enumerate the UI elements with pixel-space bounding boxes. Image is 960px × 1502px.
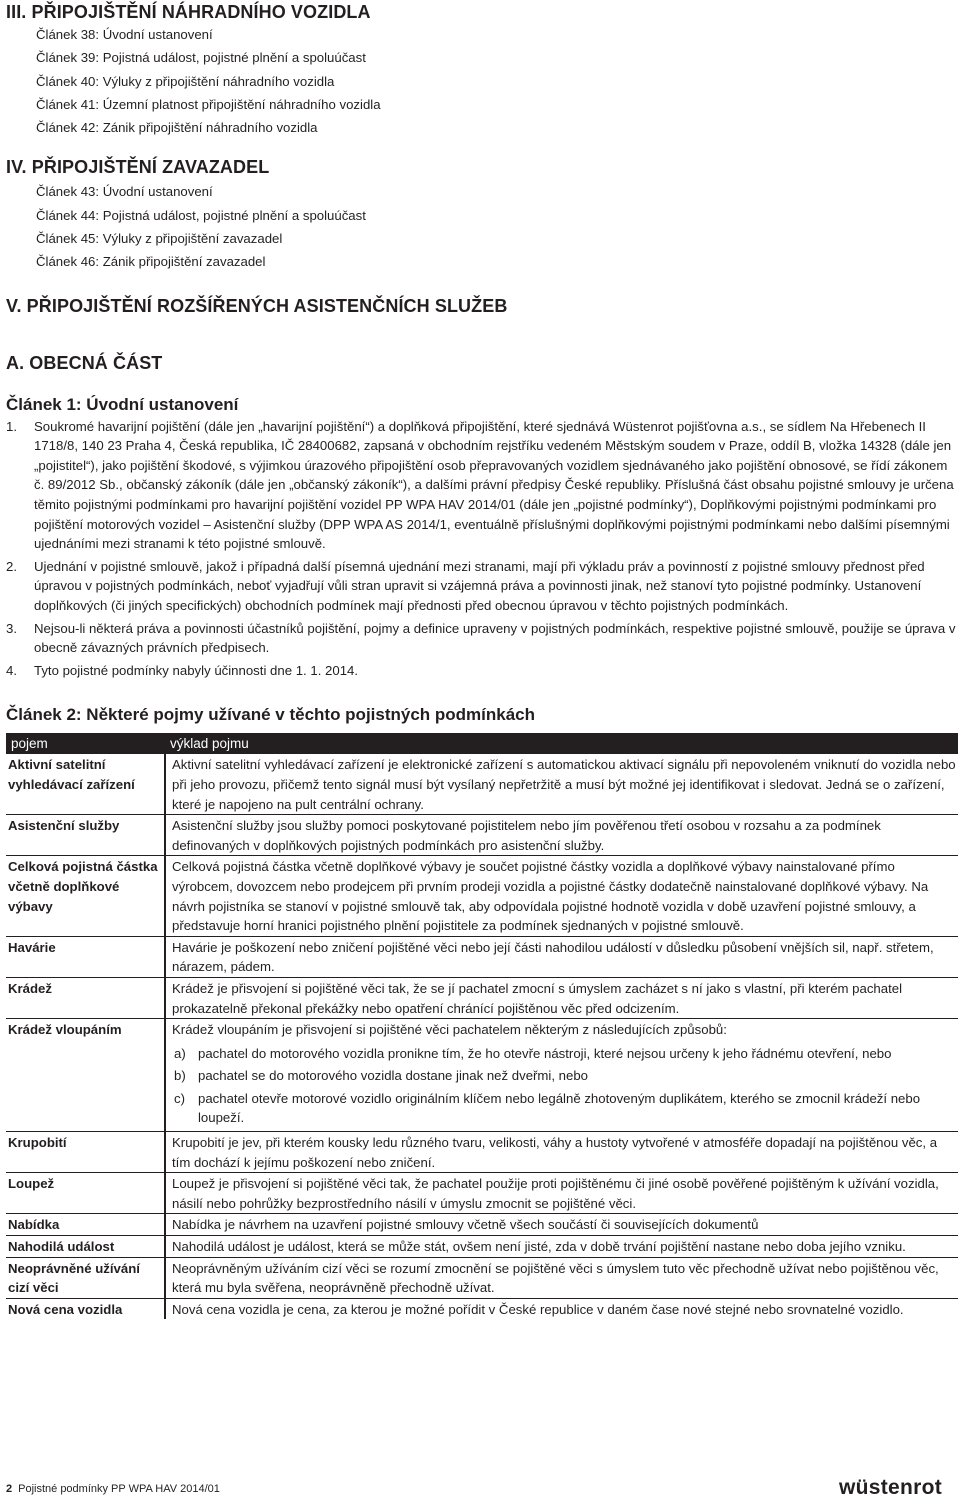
- definition-cell: [165, 1019, 958, 1132]
- toc-item: Článek 38: Úvodní ustanovení: [36, 27, 213, 42]
- article-1-list: [6, 417, 956, 681]
- definition-cell: Celková pojistná částka včetně doplňkové výbavy je součet pojistné částky vozidla a doplňkové výbavy nainstalované přímo výrobcem, dovozcem nebo prodejcem při prvním prodeji vozidla a pojistné částky dodatečně nainstalované doplňkové výbavy. Na návrh pojistníka se stanoví v pojistné smlouvě tak, aby odpovídala pojistné hodnotě vozidla v době uzavření pojistné smlouvy, a představuje horní hranici pojistného plnění pojistitele za podmínek sjednaných v pojistné smlouvě.: [165, 856, 958, 936]
- toc-item: Článek 45: Výluky z připojištění zavazadel: [36, 231, 283, 247]
- definition-cell: Havárie je poškození nebo zničení pojištěné věci nebo její části nahodilou událostí v důsledku působení vnějších sil, např. střetem, nárazem, pádem.: [165, 936, 958, 977]
- term-cell: Loupež: [6, 1173, 165, 1214]
- item-number: 2.: [6, 558, 17, 574]
- term-cell: Krádež vloupáním: [6, 1019, 165, 1132]
- article-title: Článek 1: Úvodní ustanovení: [6, 394, 239, 414]
- term-cell: Krádež: [6, 977, 165, 1018]
- toc-item: Článek 43: Úvodní ustanovení: [36, 184, 213, 200]
- item-number: 3.: [6, 620, 17, 636]
- definition-cell: Krupobití je jev, při kterém kousky ledu různého tvaru, velikosti, váhy a hustoty vytvořené v atmosféře dopadají na pojištěnou věc, a tím dochází k jejímu poškození nebo zničení.: [165, 1132, 958, 1173]
- table-row: [6, 856, 958, 936]
- definition-cell: Krádež je přisvojení si pojištěné věci tak, že se jí pachatel zmocní s úmyslem zacházet s ní jako s vlastní, při kterém pachatel prokazatelně překonal překážky nebo opatření chránící pojištěnou věc před odcizením.: [165, 977, 958, 1018]
- definition-cell: Neoprávněným užíváním cizí věci se rozumí zmocnění se pojištěné věci s úmyslem tuto věc přechodně užívat nebo pojištěnou věc, která mu byla svěřena, neoprávněně přechodně užívat.: [165, 1257, 958, 1298]
- sub-item-letter: b): [174, 1068, 186, 1084]
- article-title: Článek 2: Některé pojmy užívané v těchto pojistných podmínkách: [6, 705, 536, 725]
- section-title: V. PŘIPOJIŠTĚNÍ ROZŠÍŘENÝCH ASISTENČNÍCH SLUŽEB: [6, 295, 508, 316]
- item-text: Ujednání v pojistné smlouvě, jakož i případná další písemná ujednání mezi stranami, mají při výkladu práv a povinností z pojistné smlouvy přednost před úpravou v pojistných podmínkách, neboť vyjadřují vůli stran upravit si vzájemná práva a povinnosti jinak, než stanoví tyto pojistné podmínky. Ustanovení doplňkových (či jiných specifických) obchodních podmínek mají přednosti před obecnou úpravou v těchto pojistných podmínkách.: [34, 558, 925, 614]
- section-title: III. PŘIPOJIŠTĚNÍ NÁHRADNÍHO VOZIDLA: [6, 2, 371, 22]
- sub-item-letter: c): [174, 1090, 185, 1106]
- table-header-row: [6, 733, 958, 754]
- item-text: Nejsou-li některá práva a povinnosti účastníků pojištění, pojmy a definice upraveny v pojistných podmínkách, respektive pojistné smlouvě, použije se úprava v obecně závazných právních předpisech.: [34, 620, 956, 656]
- footer-text: Pojistné podmínky PP WPA HAV 2014/01: [18, 1483, 220, 1495]
- page-footer: [6, 1482, 220, 1496]
- column-header-definition: výklad pojmu: [165, 733, 958, 754]
- list-item: [6, 619, 956, 658]
- table-row: [6, 1132, 958, 1173]
- section-title: A. OBECNÁ ČÁST: [6, 352, 163, 373]
- definition-cell: Nová cena vozidla je cena, za kterou je možné pořídit v České republice v daném čase nové stejné nebo srovnatelné vozidlo.: [165, 1298, 958, 1319]
- list-item: [6, 417, 956, 554]
- item-number: 1.: [6, 418, 17, 434]
- toc-item: Článek 44: Pojistná událost, pojistné plnění a spoluúčast: [36, 207, 366, 223]
- term-cell: Celková pojistná částka včetně doplňkové výbavy: [6, 856, 165, 936]
- sub-item-letter: a): [174, 1045, 186, 1061]
- term-cell: Nová cena vozidla: [6, 1298, 165, 1319]
- definition-cell: Nabídka je návrhem na uzavření pojistné smlouvy včetně všech součástí či souvisejících dokumentů: [165, 1214, 958, 1236]
- section-title: IV. PŘIPOJIŠTĚNÍ ZAVAZADEL: [6, 157, 270, 178]
- toc-item: Článek 39: Pojistná událost, pojistné plnění a spoluúčast: [36, 50, 366, 66]
- table-row: [6, 936, 958, 977]
- document-page: [0, 1, 960, 1319]
- sub-item-text: pachatel se do motorového vozidla dostane jinak než dveřmi, nebo: [198, 1068, 589, 1084]
- toc-list: [36, 23, 956, 139]
- definition-cell: Asistenční služby jsou služby pomoci poskytované pojistitelem nebo jím pověřenou třetí osobou v rozsahu a za podmínek definovaných v doplňkových pojistných podmínkách pro asistenční služby.: [165, 815, 958, 856]
- sub-item-text: pachatel otevře motorové vozidlo originálním klíčem nebo legálně zhotoveným duplikátem, kterého se zmocnil krádeží nebo loupeží.: [198, 1090, 921, 1126]
- table-row: [6, 1019, 958, 1132]
- table-row: [6, 1257, 958, 1298]
- table-row: [6, 754, 958, 814]
- column-header-term: pojem: [6, 733, 165, 754]
- term-cell: Asistenční služby: [6, 815, 165, 856]
- table-row: [6, 977, 958, 1018]
- sub-item-text: pachatel do motorového vozidla pronikne tím, že ho otevře nástroji, které nejsou určeny k jeho řádnému otevření, nebo: [198, 1045, 892, 1061]
- toc-item: Článek 40: Výluky z připojištění náhradního vozidla: [36, 73, 335, 89]
- table-row: [6, 1298, 958, 1319]
- wustenrot-logo: wüstenrot: [838, 1476, 942, 1499]
- sub-list-item: [172, 1044, 958, 1064]
- term-cell: Aktivní satelitní vyhledávací zařízení: [8, 757, 135, 792]
- item-text: Tyto pojistné podmínky nabyly účinnosti dne 1. 1. 2014.: [34, 662, 359, 678]
- table-row: [6, 1173, 958, 1214]
- list-item: [6, 557, 956, 616]
- term-cell: Krupobití: [6, 1132, 165, 1173]
- term-cell: Nabídka: [6, 1214, 165, 1236]
- sub-list-item: [172, 1066, 958, 1086]
- definition-cell: Aktivní satelitní vyhledávací zařízení je elektronické zařízení s automatickou aktivací signálu při nepovoleném vniknutí do vozidla nebo při jeho provozu, přičemž tento signál musí být vysílaný nepřetržitě a musí být možné jej identifikovat i sledovat. Jedná se o zařízení, které je napojeno na pult centrální ochrany.: [165, 754, 958, 814]
- toc-list: [36, 180, 956, 273]
- term-cell: Havárie: [6, 936, 165, 977]
- toc-item: Článek 41: Územní platnost připojištění náhradního vozidla: [36, 96, 381, 112]
- sub-list: [172, 1044, 958, 1128]
- page-number: 2: [6, 1483, 13, 1495]
- toc-item: Článek 42: Zánik připojištění náhradního vozidla: [36, 120, 318, 136]
- term-cell: Nahodilá událost: [6, 1236, 165, 1258]
- toc-item: Článek 46: Zánik připojištění zavazadel: [36, 254, 266, 270]
- definitions-table: [6, 733, 958, 1319]
- definition-cell: Nahodilá událost je událost, která se může stát, ovšem není jisté, zda v době trvání pojištění nastane nebo doba jejího vzniku.: [165, 1236, 958, 1258]
- sub-list-item: [172, 1089, 958, 1128]
- table-row: [6, 815, 958, 856]
- definition-cell: Loupež je přisvojení si pojištěné věci tak, že pachatel použije proti pojištěnému či jiné osobě pověřené pojištěným k užívání vozidla, násilí nebo pohrůžky bezprostředního násilí v úmyslu zmocnit se pojištěné věci.: [165, 1173, 958, 1214]
- table-row: [6, 1214, 958, 1236]
- definition-text: Krádež vloupáním je přisvojení si pojištěné věci pachatelem některým z následujících způsobů:: [172, 1022, 727, 1038]
- item-text: Soukromé havarijní pojištění (dále jen „havarijní pojištění“) a doplňková připojištění, které sjednává Wüstenrot pojišťovna a.s., se sídlem Na Hřebenech II 1718/8, 140 23 Praha 4, Česká republika, IČ 28400682, zapsaná v obchodním rejstříku vedeném Městským soudem v Praze, oddíl B, vložka 14328 (dále jen „pojistitel“), jako pojištění škodové, s výjimkou úrazového připojištění osob přepravovaných vozidlem sjednávaného jako pojištění obnosové, se řídí zákonem č. 89/2012 Sb., občanský zákoník (dále jen „občanský zákoník“), a dalšími právní předpisy České republiky. Příslušná část obsahu pojistné smlouvy je určena těmito pojistnými podmínkami pro havarijní pojištění vozidel PP WPA HAV 2014/01 (dále jen „pojistné podmínky“), Doplňkovými pojistnými podmínkami pro pojištění motorových vozidel – Asistenční služby (DPP WPA AS 2014/1, eventuálně příslušnými doplňkovými pojistnými podmínkami nebo dalšími písemnými ujednáními mezi stranami k této pojistné smlouvě.: [34, 418, 954, 552]
- term-cell: Neoprávněné užívání cizí věci: [6, 1257, 165, 1298]
- list-item: [6, 661, 956, 681]
- item-number: 4.: [6, 662, 17, 678]
- table-row: [6, 1236, 958, 1258]
